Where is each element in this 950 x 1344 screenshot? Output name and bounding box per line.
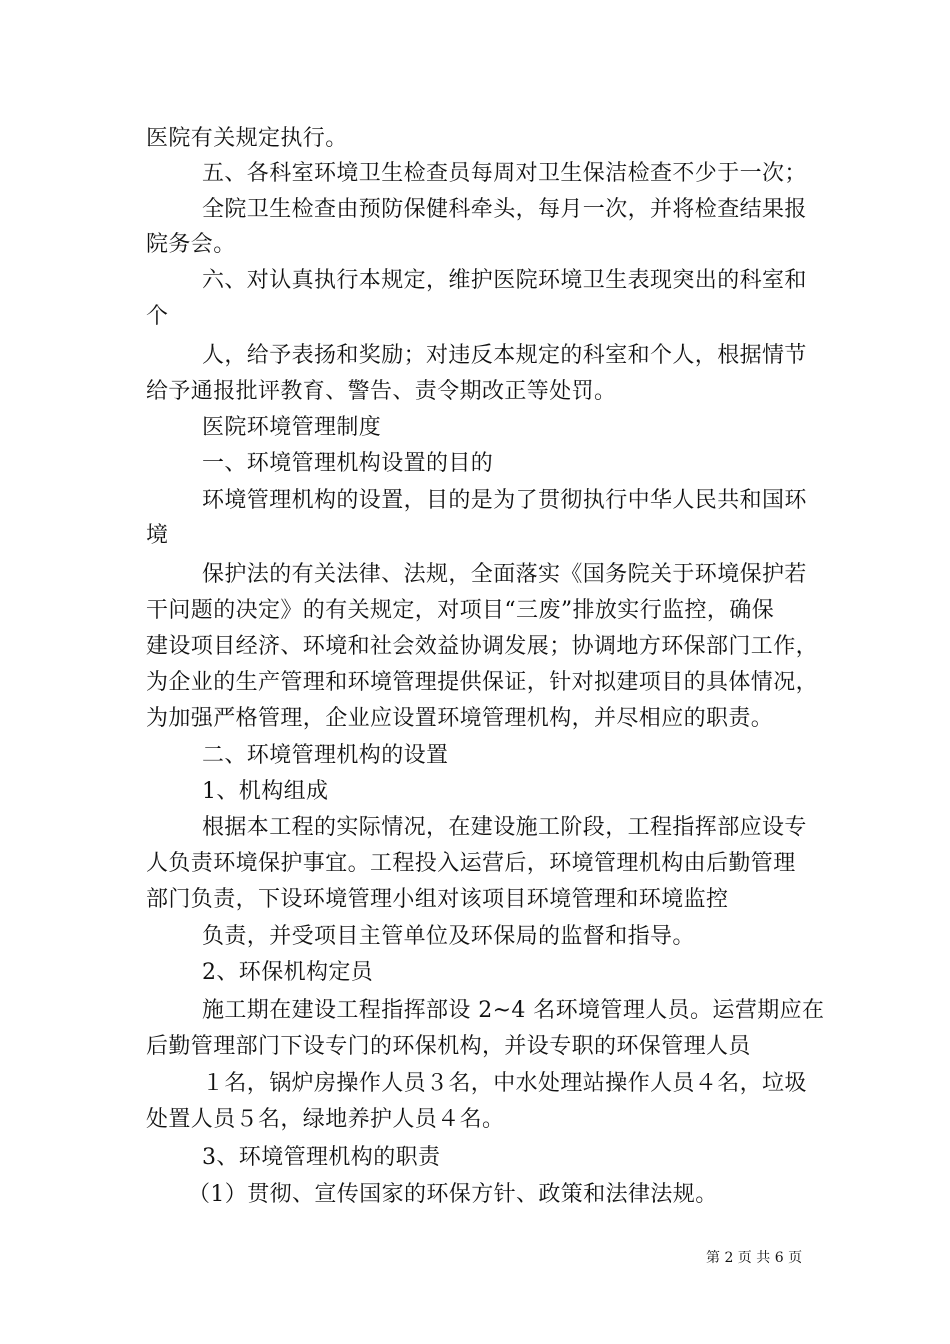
text-line: 干问题的决定》的有关规定，对项目“三废”排放实行监控，确保 <box>146 598 775 623</box>
text-line: 1、机构组成 <box>202 779 329 804</box>
text-line: 人，给予表扬和奖励；对违反本规定的科室和个人，根据情节 <box>202 343 807 368</box>
text-line: 3、环境管理机构的职责 <box>202 1145 441 1170</box>
text-line: 2、环保机构定员 <box>202 960 374 985</box>
text-line: 保护法的有关法律、法规，全面落实《国务院关于环境保护若 <box>202 562 807 587</box>
text-line: 五、各科室环境卫生检查员每周对卫生保洁检查不少于一次； <box>202 161 807 186</box>
text-line: 处置人员５名，绿地养护人员４名。 <box>146 1107 505 1132</box>
text-line: （1）贯彻、宣传国家的环保方针、政策和法律法规。 <box>188 1182 718 1207</box>
text-line: 医院有关规定执行。 <box>146 126 348 151</box>
text-line: 根据本工程的实际情况，在建设施工阶段，工程指挥部应设专 <box>202 815 807 840</box>
text-line: 一、环境管理机构设置的目的 <box>202 451 494 476</box>
text-line: 为企业的生产管理和环境管理提供保证，针对拟建项目的具体情况， <box>146 670 819 695</box>
text-line: 环境管理机构的设置，目的是为了贯彻执行中华人民共和国环 <box>202 488 807 513</box>
text-line: 建设项目经济、环境和社会效益协调发展；协调地方环保部门工作， <box>146 634 819 659</box>
text-line: １名，锅炉房操作人员３名，中水处理站操作人员４名，垃圾 <box>202 1071 807 1096</box>
text-line: 二、环境管理机构的设置 <box>202 743 449 768</box>
text-line: 部门负责，下设环境管理小组对该项目环境管理和环境监控 <box>146 887 729 912</box>
text-line: 后勤管理部门下设专门的环保机构，并设专职的环保管理人员 <box>146 1034 751 1059</box>
section-heading: 医院环境管理制度 <box>202 415 382 440</box>
text-line: 全院卫生检查由预防保健科牵头，每月一次，并将检查结果报 <box>202 197 807 222</box>
text-line: 为加强严格管理，企业应设置环境管理机构，并尽相应的职责。 <box>146 706 774 731</box>
text-line: 人负责环境保护事宜。工程投入运营后，环境管理机构由后勤管理 <box>146 851 796 876</box>
text-line: 院务会。 <box>146 232 236 257</box>
text-line: 个 <box>146 304 169 329</box>
page-number-footer: 第 2 页 共 6 页 <box>706 1250 803 1266</box>
text-line: 境 <box>146 523 169 548</box>
text-line: 施工期在建设工程指挥部设 2~4 名环境管理人员。运营期应在 <box>202 998 825 1023</box>
text-line: 六、对认真执行本规定，维护医院环境卫生表现突出的科室和 <box>202 268 807 293</box>
text-line: 负责，并受项目主管单位及环保局的监督和指导。 <box>202 924 695 949</box>
text-line: 给予通报批评教育、警告、责令期改正等处罚。 <box>146 379 617 404</box>
